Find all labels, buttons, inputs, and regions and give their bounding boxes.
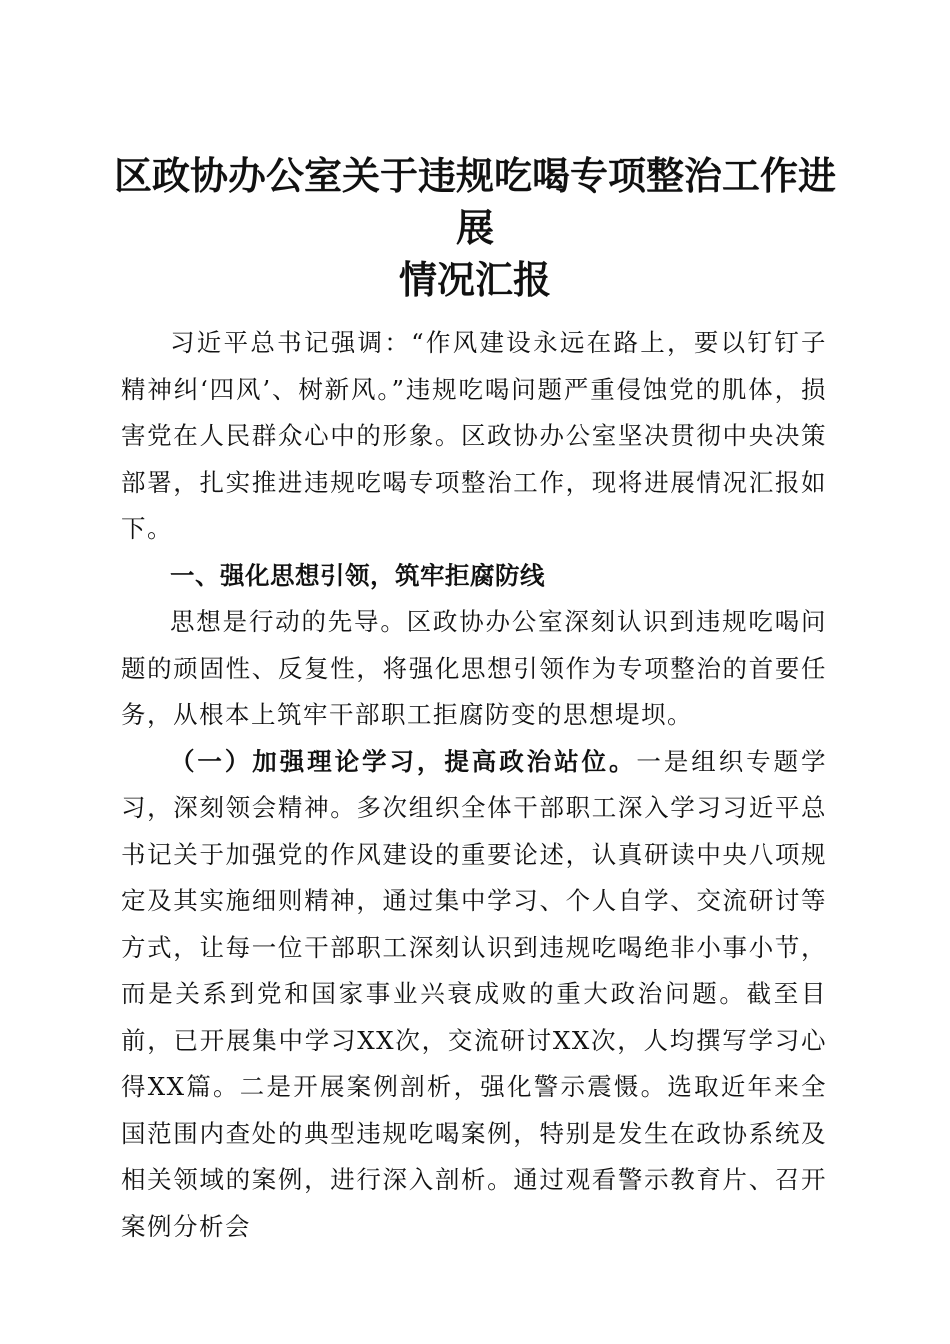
intro-paragraph: 习近平总书记强调：“作风建设永远在路上，要以钉钉子精神纠‘四风’、树新风。”违规吃喝问题严重侵蚀党的肌体，损害党在人民群众心中的形象。区政协办公室坚决贯彻中央决策部署，扎实推进违规吃喝专项整治工作，现将进展情况汇报如下。: [121, 328, 827, 543]
title-line-2: 情况汇报: [398, 257, 551, 302]
subsection-1-text: 一是组织专题学习，深刻领会精神。多次组织全体干部职工深入学习习近平总书记关于加强党的作风建设的重要论述，认真研读中央八项规定及其实施细则精神，通过集中学习、个人自学、交流研讨等方式，让每一位干部职工深刻认识到违规吃喝绝非小事小节，而是关系到党和国家事业兴衰成败的重大政治问题。截至目前，已开展集中学习XX次，交流研讨XX次，人均撰写学习心得XX篇。二是开展案例剖析，强化警示震慑。选取近年来全国范围内查处的典型违规吃喝案例，特别是发生在政协系统及相关领域的案例，进行深入剖析。通过观看警示教育片、召开案例分析会: [121, 746, 827, 1241]
subsection-1-paragraph: [121, 739, 827, 1251]
document-title: [100, 150, 850, 306]
subsection-1-lead: （一）加强理论学习，提高政治站位。: [170, 746, 637, 776]
title-line-1: 区政协办公室关于违规吃喝专项整治工作进展: [113, 153, 836, 250]
section-1-heading: 一、强化思想引领，筑牢拒腐防线: [170, 560, 545, 590]
section-1-paragraph: 思想是行动的先导。区政协办公室深刻认识到违规吃喝问题的顽固性、反复性，将强化思想引领作为专项整治的首要任务，从根本上筑牢干部职工拒腐防变的思想堤坝。: [121, 607, 827, 729]
document-body: [121, 320, 827, 1250]
